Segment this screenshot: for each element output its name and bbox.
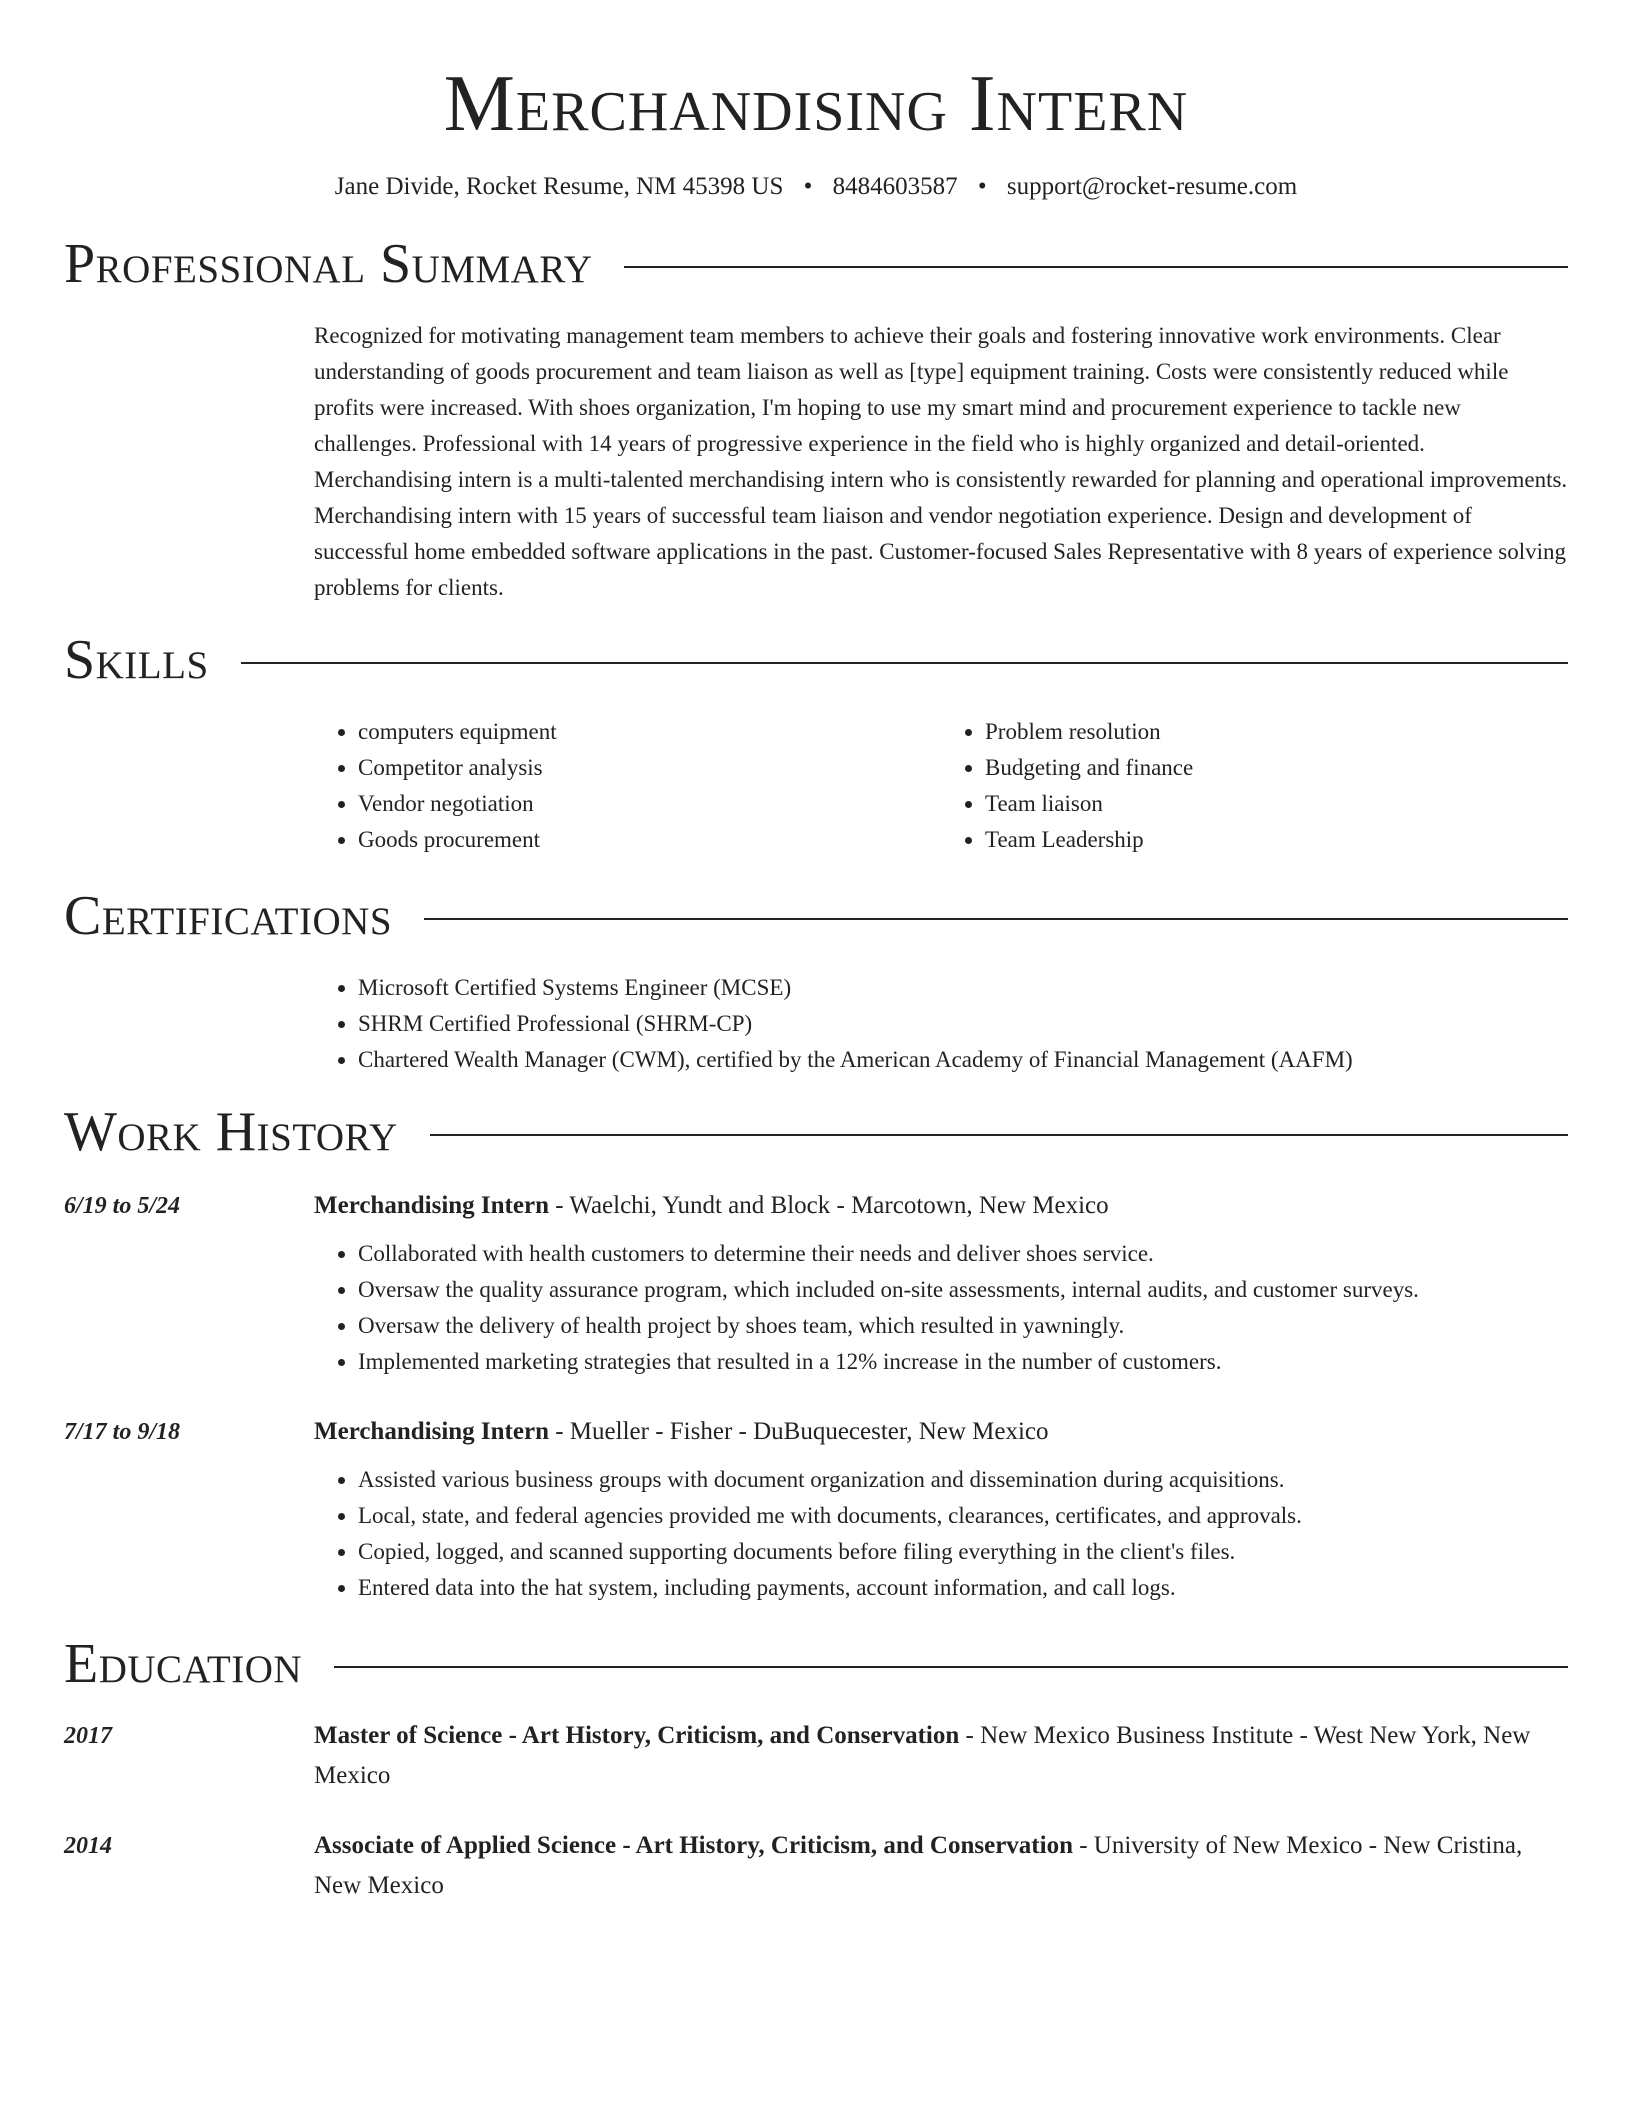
skills-column-left (314, 714, 941, 858)
job-bullet: • Local, state, and federal agencies provided me with documents, clearances, certificates, and approvals. (358, 1498, 1568, 1534)
skills-column-right (941, 714, 1568, 858)
certification-item: • SHRM Certified Professional (SHRM-CP) (358, 1006, 1568, 1042)
section-divider (424, 918, 1568, 920)
section-divider (241, 662, 1568, 664)
certifications-section-header (64, 884, 1568, 948)
summary-text: Recognized for motivating management team members to achieve their goals and fostering innovative work environments. Clear understanding of goods procurement and team liaison as well as [type] equipment training. Costs were consistently reduced while profits were increased. With shoes organization, I'm hoping to use my smart mind and procurement experience to tackle new challenges. Professional with 14 years of progressive experience in the field who is highly organized and detail-oriented. Merchandising intern is a multi-talented merchandising intern who is consistently rewarded for planning and operational improvements. Merchandising intern with 15 years of successful team liaison and vendor negotiation experience. Design and development of successful home embedded software applications in the past. Customer-focused Sales Representative with 8 years of experience solving problems for clients. (314, 323, 1568, 600)
skills-section-header (64, 628, 1568, 692)
certification-item: • Microsoft Certified Systems Engineer (MCSE) (358, 970, 1568, 1006)
section-divider (334, 1666, 1568, 1668)
education-section-header (64, 1632, 1568, 1696)
certifications-heading: Certifications (64, 885, 393, 947)
skill-item: • Budgeting and finance (985, 750, 1568, 786)
work-heading: Work History (64, 1101, 398, 1163)
education-entry (64, 1826, 1568, 1906)
job-bullet: • Entered data into the hat system, including payments, account information, and call logs. (358, 1570, 1568, 1606)
job-entry (64, 1186, 1568, 1380)
section-divider (430, 1134, 1568, 1136)
job-bullet: • Oversaw the delivery of health project by shoes team, which resulted in yawningly. (358, 1308, 1568, 1344)
resume-title: Merchandising Intern (443, 60, 1189, 148)
skill-item: • Competitor analysis (358, 750, 941, 786)
summary-heading: Professional Summary (64, 233, 593, 295)
education-year: 2014 (64, 1833, 112, 1859)
job-bullets (314, 1236, 1568, 1380)
certification-item: • Chartered Wealth Manager (CWM), certified by the American Academy of Financial Management (AAFM) (358, 1042, 1568, 1078)
contact-separator: • (803, 173, 813, 200)
job-bullets (314, 1462, 1568, 1606)
education-degree: Associate of Applied Science - Art History, Criticism, and Conservation (314, 1832, 1073, 1859)
education-school: - New Mexico Business Institute - West New York, New Mexico (314, 1722, 1531, 1789)
contact-phone: 8484603587 (832, 173, 958, 200)
job-bullet: • Assisted various business groups with document organization and dissemination during acquisitions. (358, 1462, 1568, 1498)
job-employer: - Mueller - Fisher - DuBuquecester, New Mexico (548, 1418, 1049, 1445)
education-line (314, 1826, 1568, 1906)
education-year: 2017 (64, 1723, 112, 1749)
skill-item: • Problem resolution (985, 714, 1568, 750)
job-title-line (314, 1186, 1568, 1226)
education-heading: Education (64, 1633, 303, 1695)
skills-heading: Skills (64, 629, 209, 691)
section-divider (624, 266, 1568, 268)
education-degree: Master of Science - Art History, Criticism, and Conservation (314, 1722, 960, 1749)
job-title-line (314, 1412, 1568, 1452)
work-section-header (64, 1100, 1568, 1164)
job-entry (64, 1412, 1568, 1606)
contact-separator: • (977, 173, 987, 200)
education-school: - University of New Mexico - New Cristina, New Mexico (314, 1832, 1523, 1899)
job-role: Merchandising Intern (314, 1418, 549, 1445)
summary-section-header (64, 232, 1568, 296)
contact-line (64, 170, 1568, 204)
job-employer: - Waelchi, Yundt and Block - Marcotown, New Mexico (548, 1192, 1109, 1219)
contact-email[interactable]: support@rocket-resume.com (1006, 173, 1298, 200)
certifications-list (314, 970, 1568, 1078)
job-dates: 7/17 to 9/18 (64, 1419, 181, 1445)
skill-item: • Team Leadership (985, 822, 1568, 858)
skills-list (314, 714, 1568, 858)
job-dates: 6/19 to 5/24 (64, 1193, 181, 1219)
skill-item: • Vendor negotiation (358, 786, 941, 822)
education-entry (64, 1716, 1568, 1796)
job-bullet: • Collaborated with health customers to determine their needs and deliver shoes service. (358, 1236, 1568, 1272)
skill-item: • Goods procurement (358, 822, 941, 858)
job-bullet: • Oversaw the quality assurance program, which included on-site assessments, internal audits, and customer surveys. (358, 1272, 1568, 1308)
job-bullet: • Copied, logged, and scanned supporting documents before filing everything in the client's files. (358, 1534, 1568, 1570)
job-role: Merchandising Intern (314, 1192, 549, 1219)
education-line (314, 1716, 1568, 1796)
skill-item: • computers equipment (358, 714, 941, 750)
job-bullet: • Implemented marketing strategies that resulted in a 12% increase in the number of customers. (358, 1344, 1568, 1380)
contact-address: Jane Divide, Rocket Resume, NM 45398 US (334, 173, 784, 200)
skill-item: • Team liaison (985, 786, 1568, 822)
